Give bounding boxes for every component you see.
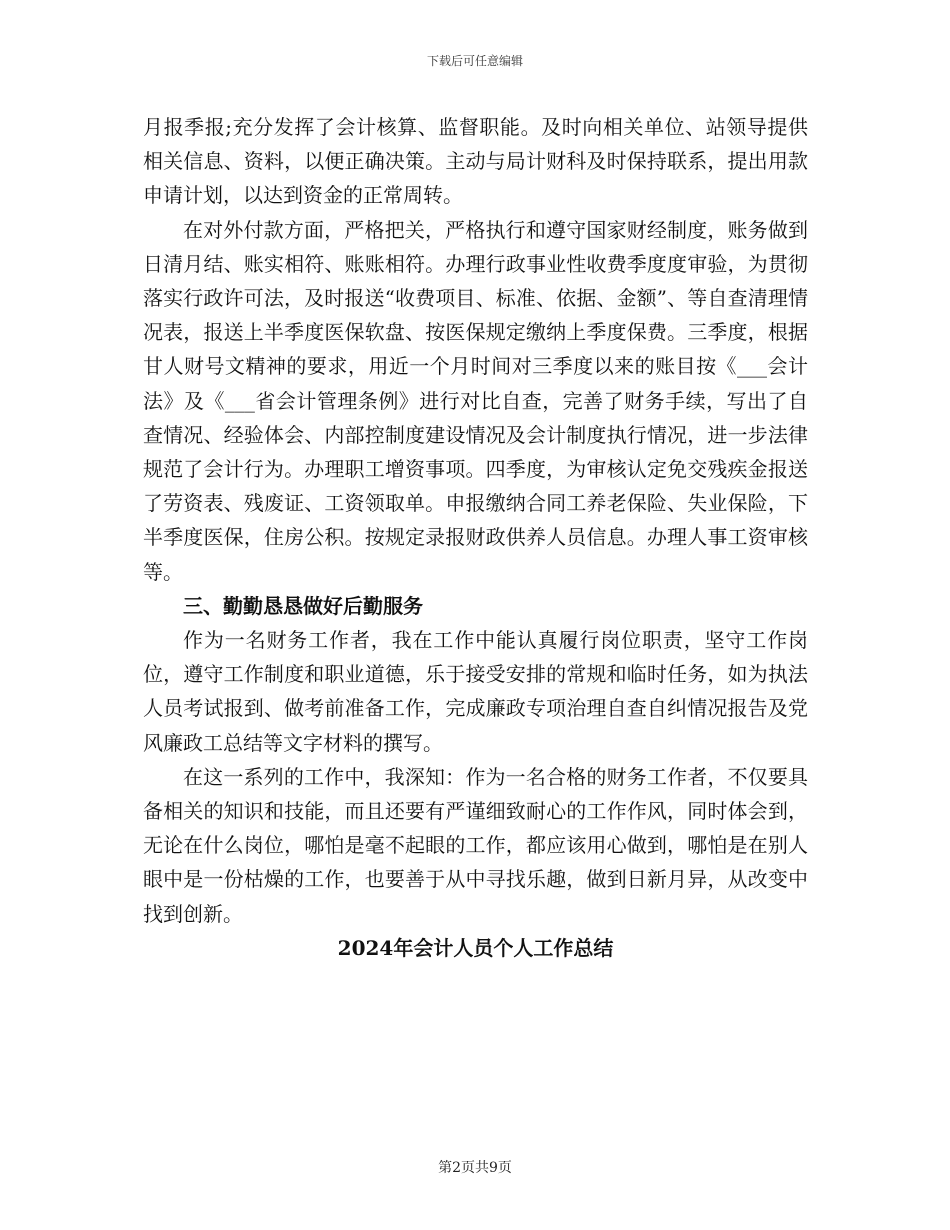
page-header: 下载后可任意编辑 (426, 54, 523, 68)
document-title: 2024年会计人员个人工作总结 (337, 935, 614, 960)
paragraph-continuation: 月报季报;充分发挥了会计核算、监督职能。及时向相关单位、站领导提供相关信息、资料，以便正确决策。主动与局计财科及时保持联系，提出用款申请计划，以达到资金的正常周转。 (143, 115, 808, 208)
page-footer: 第2页共9页 (438, 1160, 512, 1176)
paragraph-reflection: 在这一系列的工作中，我深知：作为一名合格的财务工作者，不仅要具备相关的知识和技能，而且还要有严谨细致耐心的工作作风，同时体会到，无论在什么岗位，哪怕是毫不起眼的工作，都应该用心做到，哪怕是在别人眼中是一份枯燥的工作，也要善于从中寻找乐趣，做到日新月异，从改变中找到创新。 (143, 764, 808, 926)
section-heading-logistics: 三、勤勤恳恳做好后勤服务 (183, 593, 423, 618)
document-body (143, 110, 808, 965)
paragraph-payments: 在对外付款方面，严格把关，严格执行和遵守国家财经制度，账务做到日清月结、账实相符、账账相符。办理行政事业性收费季度度审验，为贯彻落实行政许可法，及时报送“收费项目、标准、依据、金额”、等自查清理情况表，报送上半季度医保软盘、按医保规定缴纳上季度保费。三季度，根据甘人财号文精神的要求，用近一个月时间对三季度以来的账目按《___会计法》及《___省会计管理条例》进行对比自查，完善了财务手续，写出了自查情况、经验体会、内部控制度建设情况及会计制度执行情况，进一步法律规范了会计行为。办理职工增资事项。四季度，为审核认定免交残疾金报送了劳资表、残废证、工资领取单。申报缴纳合同工养老保险、失业保险，下半季度医保，住房公积。按规定录报财政供养人员信息。办理人事工资审核等。 (143, 217, 808, 584)
paragraph-duties: 作为一名财务工作者，我在工作中能认真履行岗位职责，坚守工作岗位，遵守工作制度和职业道德，乐于接受安排的常规和临时任务，如为执法人员考试报到、做考前准备工作，完成廉政专项治理自查自纠情况报告及党风廉政工总结等文字材料的撰写。 (143, 628, 808, 755)
